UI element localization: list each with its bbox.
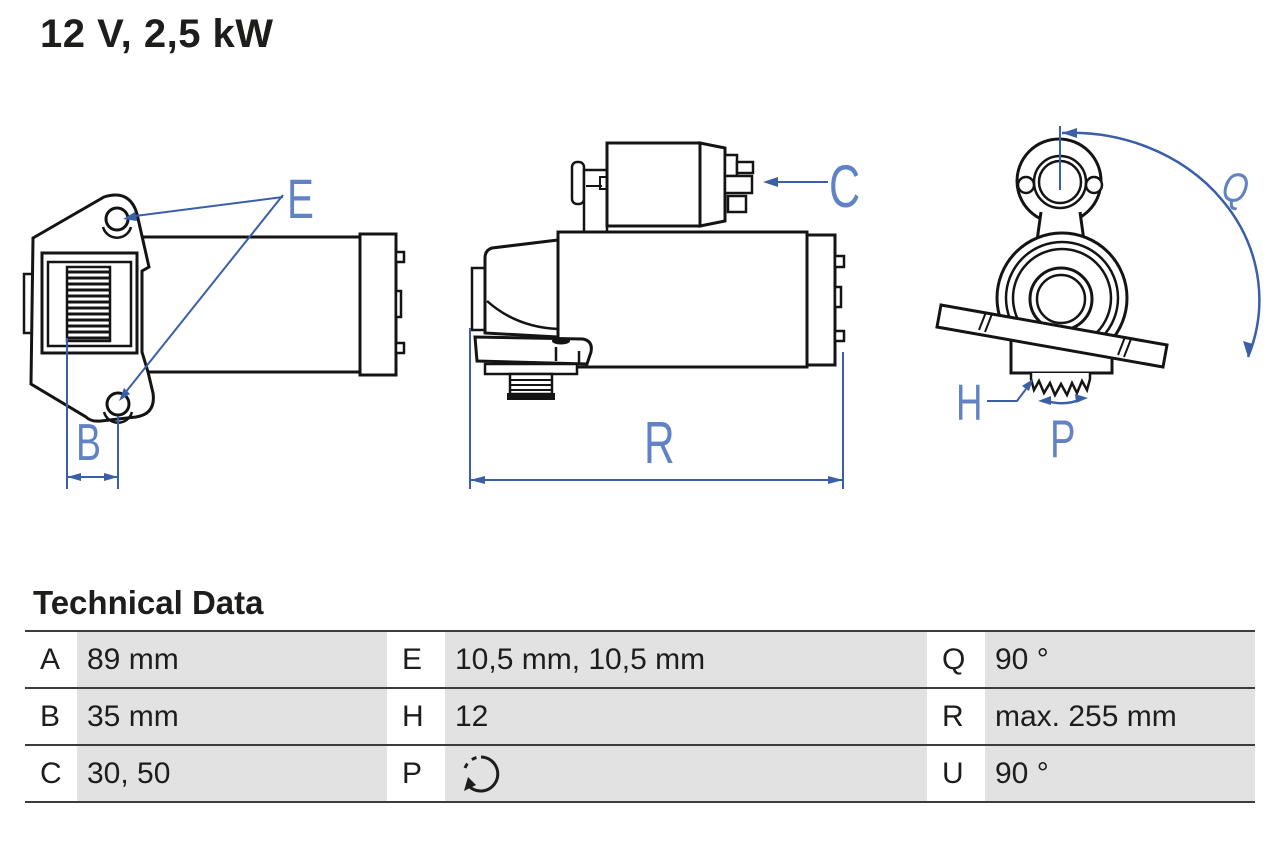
dimension-label-C: C — [829, 154, 861, 221]
dimension-leader-E-top — [135, 197, 283, 216]
table-row — [25, 689, 1255, 746]
param-value: 30, 50 — [77, 746, 387, 801]
dimension-label-H: H — [956, 375, 983, 432]
terminal-stud — [396, 343, 404, 353]
param-value: 90 ° — [985, 632, 1255, 687]
terminal-stud — [396, 291, 401, 317]
pinion-gear — [1031, 373, 1090, 395]
view-drive-end — [937, 126, 1259, 468]
motor-body-outline — [140, 237, 360, 372]
arrowhead — [67, 473, 81, 481]
param-value-rotation — [445, 746, 927, 801]
solenoid-bracket-plate — [584, 170, 607, 233]
end-cap-outline — [360, 234, 396, 375]
param-key: U — [927, 746, 985, 801]
arrowhead — [104, 473, 118, 481]
terminal-stud — [835, 331, 844, 341]
dimension-label-E: E — [287, 168, 314, 231]
param-key: A — [25, 632, 77, 687]
terminal-stud — [396, 252, 404, 262]
solenoid-terminal — [725, 155, 737, 176]
terminal-stud — [835, 256, 844, 267]
motor-body-outline — [558, 232, 807, 367]
dimension-label-Q: Q — [1218, 161, 1253, 214]
arrowhead — [1062, 128, 1077, 138]
arrowhead — [1038, 396, 1051, 405]
dimension-label-B: B — [76, 412, 101, 472]
param-key: P — [387, 746, 445, 801]
param-key: E — [387, 632, 445, 687]
drive-end-tab — [472, 268, 485, 330]
param-key: C — [25, 746, 77, 801]
param-value: max. 255 mm — [985, 689, 1255, 744]
solenoid-terminal — [728, 196, 746, 212]
dimension-label-P: P — [1050, 408, 1076, 469]
solenoid-bracket-tab — [572, 162, 584, 204]
solenoid-terminal — [725, 176, 752, 193]
param-value: 10,5 mm, 10,5 mm — [445, 632, 927, 687]
param-value: 35 mm — [77, 689, 387, 744]
flange-hole-left — [1018, 177, 1034, 193]
view-side — [470, 143, 860, 489]
bracket-foot — [485, 364, 577, 374]
solenoid-end-cap — [700, 143, 725, 226]
param-key: Q — [927, 632, 985, 687]
table-row — [25, 746, 1255, 803]
arrowhead — [763, 177, 778, 187]
param-value: 12 — [445, 689, 927, 744]
technical-data-heading: Technical Data — [33, 584, 264, 621]
commutator-end-cap — [807, 235, 835, 365]
arrowhead — [470, 476, 485, 484]
dimension-leader-H — [987, 389, 1026, 401]
mounting-bracket — [475, 337, 591, 364]
solenoid-body — [607, 143, 700, 226]
param-key: R — [927, 689, 985, 744]
arrowhead — [828, 476, 843, 484]
table-row — [25, 632, 1255, 689]
arrowhead — [1075, 394, 1088, 403]
rotation-direction-icon — [461, 753, 501, 795]
solenoid-terminal — [737, 162, 753, 173]
param-value: 90 ° — [985, 746, 1255, 801]
dimension-label-R: R — [644, 409, 675, 476]
view-mounting-flange — [24, 169, 404, 489]
flange-hole-right — [1086, 177, 1102, 193]
technical-data-table — [25, 630, 1255, 803]
param-key: B — [25, 689, 77, 744]
page-title: 12 V, 2,5 kW — [40, 12, 274, 56]
param-value: 89 mm — [77, 632, 387, 687]
param-key: H — [387, 689, 445, 744]
bracket-hole — [552, 338, 570, 345]
shaft-bore-outer — [1030, 268, 1092, 330]
terminal-stud — [835, 287, 841, 307]
